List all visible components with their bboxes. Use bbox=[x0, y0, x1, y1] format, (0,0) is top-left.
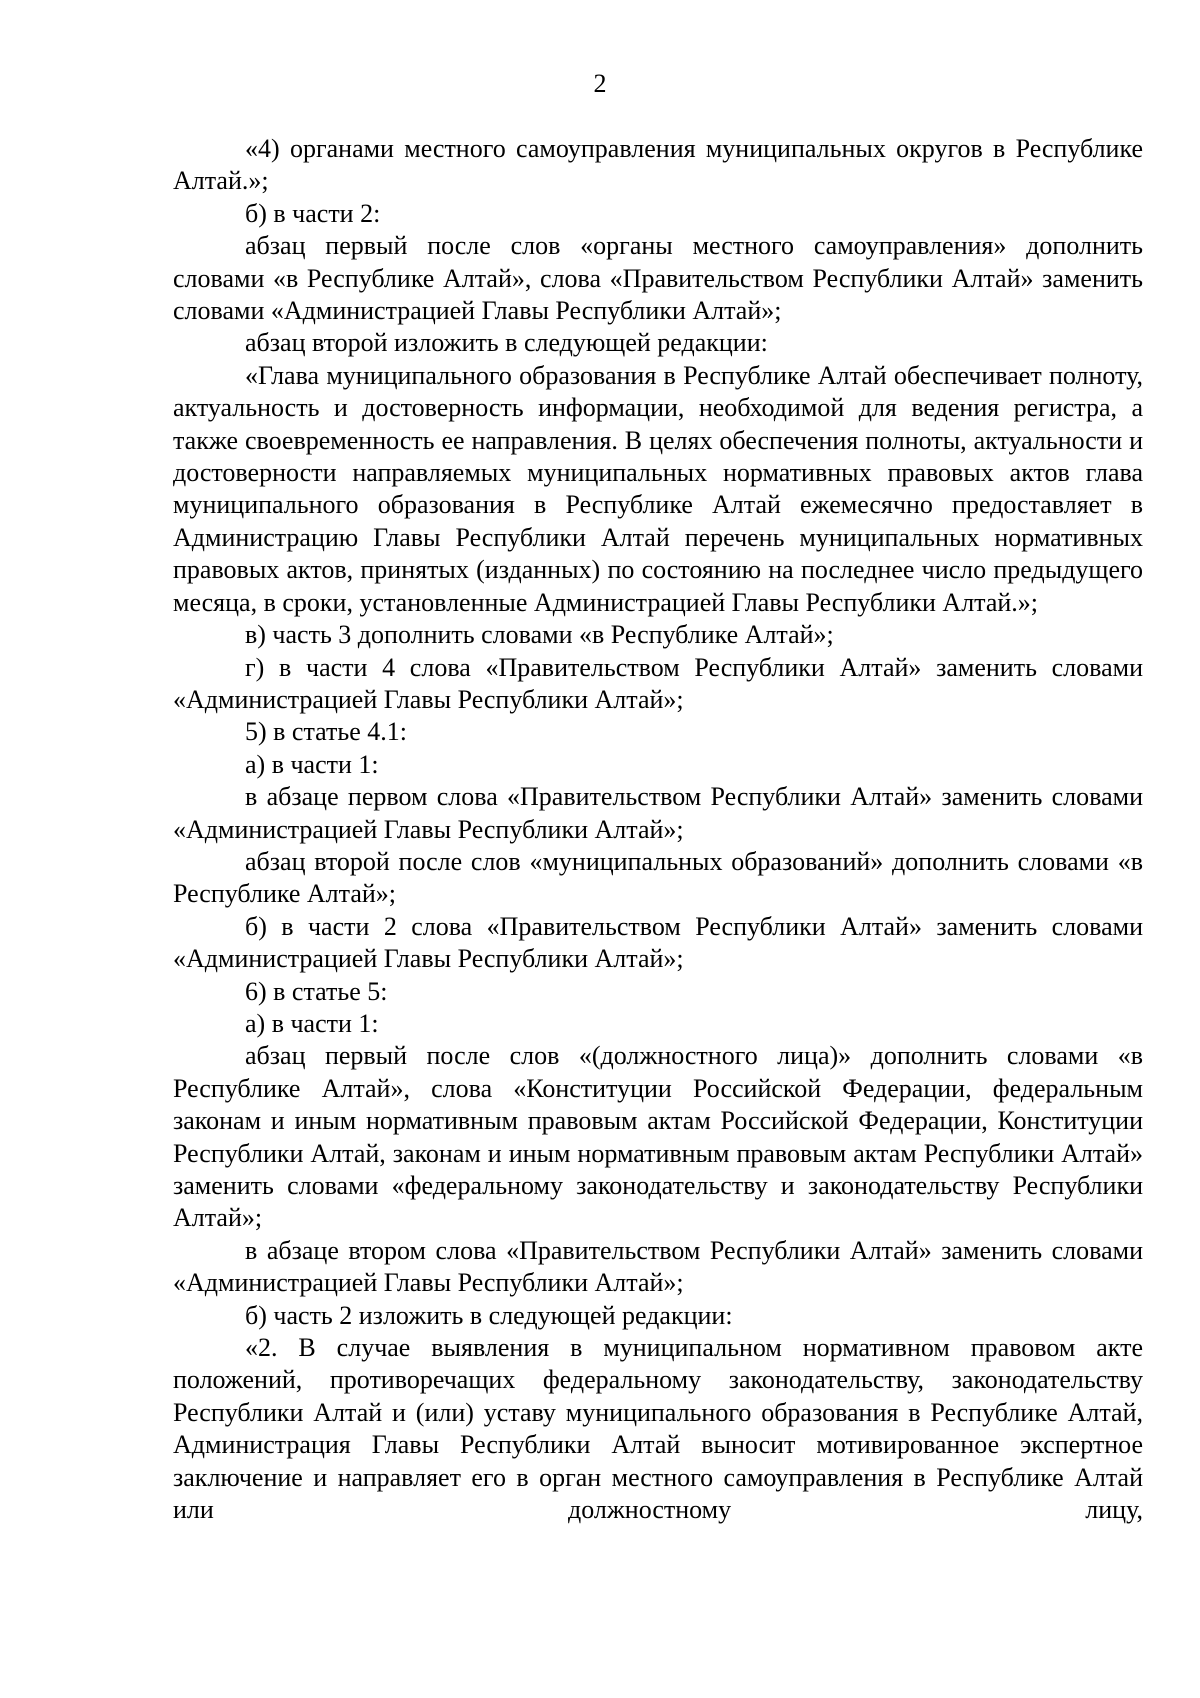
paragraph: б) в части 2: bbox=[245, 198, 381, 228]
paragraph: абзац первый после слов «(должностного лица)» дополнить словами «в Республике Алтай», слова «Конституции Российской Федерации, федеральным законам и иным нормативным правовым актам Российской Федерации, Конституции Республики Алтай, законам и иным нормативным правовым актам Республики Алтай» заменить словами «федеральному законодательству и законодательству Республики Алтай»; bbox=[173, 1041, 1143, 1233]
paragraph: абзац второй изложить в следующей редакции: bbox=[245, 328, 768, 358]
document-body bbox=[173, 133, 1143, 1526]
paragraph: 5) в статье 4.1: bbox=[245, 717, 408, 747]
paragraph: а) в части 1: bbox=[245, 749, 379, 779]
paragraph: 6) в статье 5: bbox=[245, 976, 388, 1006]
paragraph: «4) органами местного самоуправления муниципальных округов в Республике Алтай.»; bbox=[173, 134, 1143, 196]
paragraph: г) в части 4 слова «Правительством Республики Алтай» заменить словами «Администрацией Главы Республики Алтай»; bbox=[173, 652, 1143, 714]
paragraph: б) в части 2 слова «Правительством Республики Алтай» заменить словами «Администрацией Главы Республики Алтай»; bbox=[173, 911, 1143, 974]
paragraph: в) часть 3 дополнить словами «в Республике Алтай»; bbox=[245, 620, 834, 650]
paragraph: в абзаце втором слова «Правительством Республики Алтай» заменить словами «Администрацией Главы Республики Алтай»; bbox=[173, 1235, 1143, 1298]
paragraph: б) часть 2 изложить в следующей редакции: bbox=[245, 1300, 733, 1330]
paragraph: абзац второй после слов «муниципальных образований» дополнить словами «в Республике Алтай»; bbox=[173, 846, 1143, 909]
paragraph: «Глава муниципального образования в Республике Алтай обеспечивает полноту, актуальность и достоверность информации, необходимой для ведения регистра, а также своевременность ее направления. В целях обеспечения полноты, актуальности и достоверности направляемых муниципальных нормативных правовых актов глава муниципального образования в Республике Алтай ежемесячно предоставляет в Администрацию Главы Республики Алтай перечень муниципальных нормативных правовых актов, принятых (изданных) по состоянию на последнее число предыдущего месяца, в сроки, установленные Администрацией Главы Республики Алтай.»; bbox=[173, 360, 1143, 617]
page-number: 2 bbox=[593, 69, 607, 98]
paragraph: а) в части 1: bbox=[245, 1008, 379, 1038]
paragraph: абзац первый после слов «органы местного самоуправления» дополнить словами «в Республике Алтай», слова «Правительством Республики Алтай» заменить словами «Администрацией Главы Республики Алтай»; bbox=[173, 231, 1143, 326]
paragraph: в абзаце первом слова «Правительством Республики Алтай» заменить словами «Администрацией Главы Республики Алтай»; bbox=[173, 782, 1143, 844]
paragraph: «2. В случае выявления в муниципальном нормативном правовом акте положений, противоречащих федеральному законодательству, законодательству Республики Алтай и (или) уставу муниципального образования в Республике Алтай, Администрация Главы Республики Алтай выносит мотивированное экспертное заключение и направляет его в орган местного самоуправления в Республике Алтай или должностному лицу, bbox=[173, 1333, 1143, 1525]
